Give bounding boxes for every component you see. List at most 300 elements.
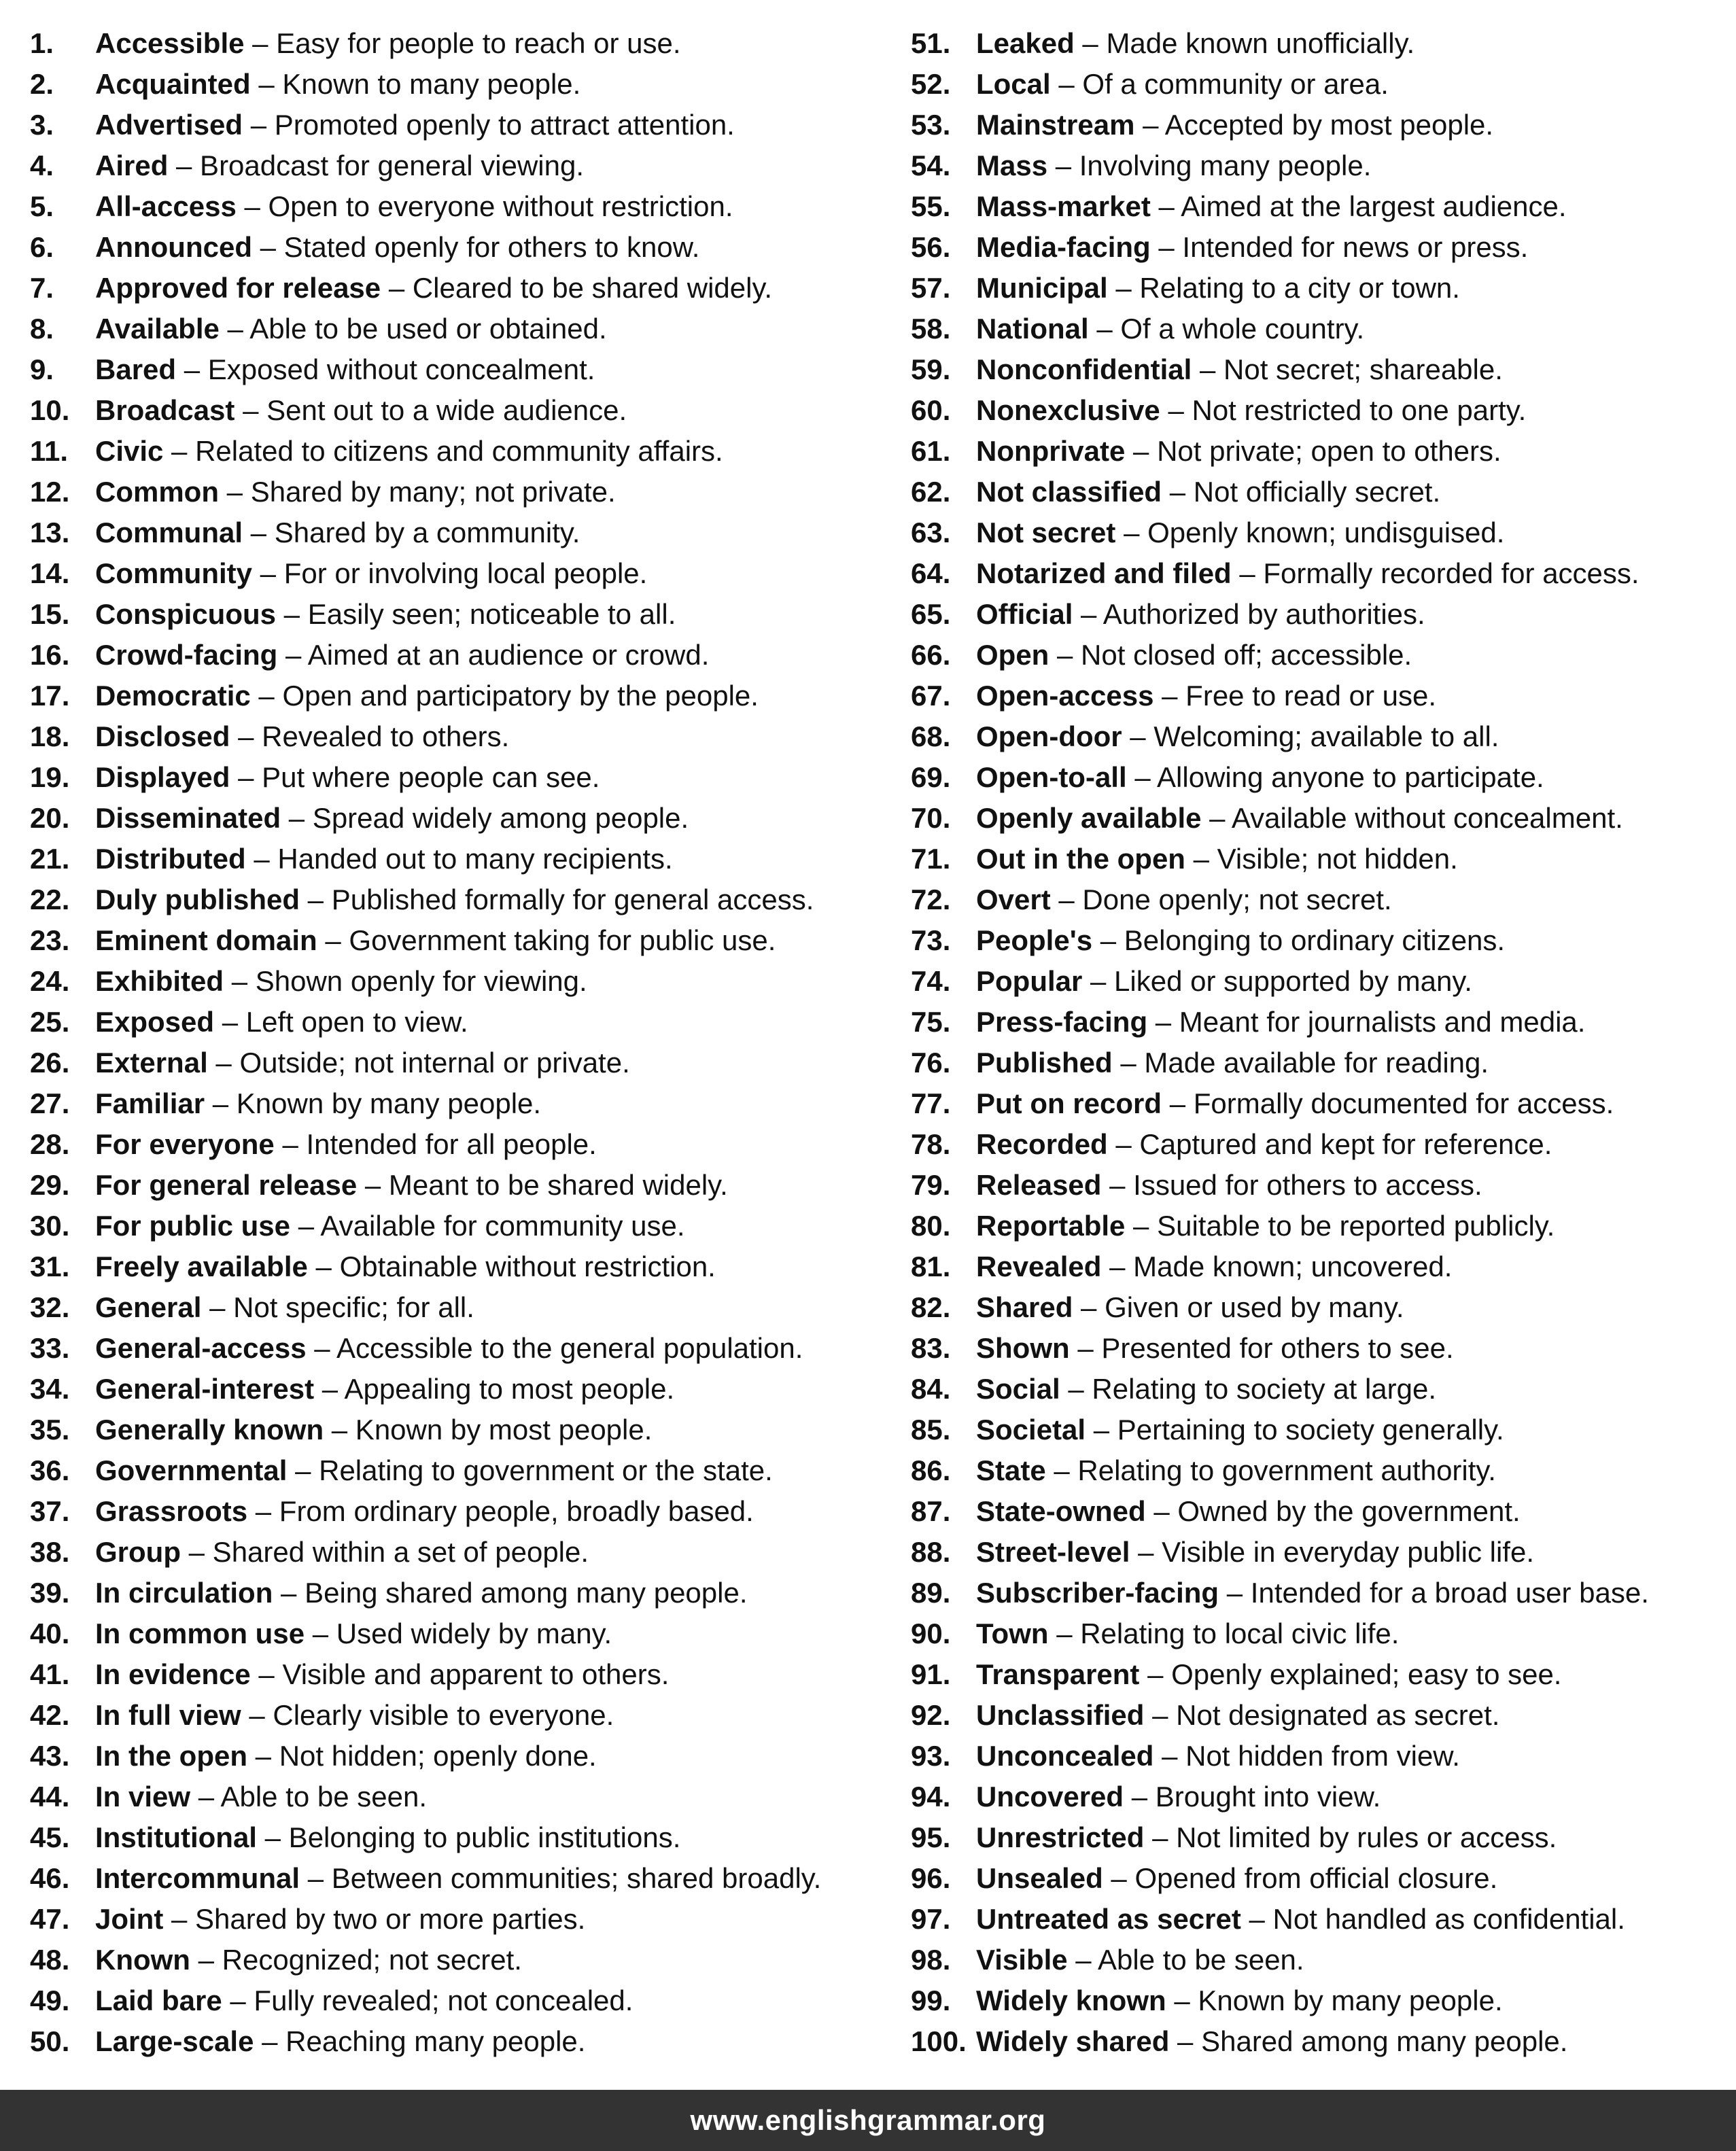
item-definition: – Of a community or area. (1050, 68, 1389, 100)
item-term: Widely known (976, 1984, 1166, 2016)
item-term: Mass-market (976, 190, 1151, 222)
item-term: In the open (95, 1740, 247, 1772)
item-definition: – Fully revealed; not concealed. (222, 1984, 633, 2016)
item-number: 49. (30, 1984, 70, 2016)
item-definition: – Intended for a broad user base. (1219, 1577, 1649, 1609)
item-definition: – Visible and apparent to others. (250, 1658, 670, 1690)
list-item (30, 390, 880, 431)
list-item (911, 1410, 1726, 1450)
item-number: 9. (30, 353, 54, 385)
list-item (30, 1206, 880, 1246)
item-term: State (976, 1454, 1046, 1486)
item-number: 98. (911, 1944, 951, 1976)
item-definition: – Broadcast for general viewing. (168, 150, 585, 181)
list-item (911, 1777, 1726, 1817)
item-number: 87. (911, 1495, 951, 1527)
item-definition: – Shown openly for viewing. (224, 965, 587, 997)
item-term: Democratic (95, 680, 251, 712)
item-definition: – Owned by the government. (1145, 1495, 1521, 1527)
item-number: 13. (30, 517, 70, 548)
item-term: In evidence (95, 1658, 251, 1690)
list-item (30, 1817, 880, 1858)
item-definition: – Known by most people. (324, 1414, 653, 1446)
item-term: In common use (95, 1617, 305, 1649)
item-number: 70. (911, 802, 951, 834)
item-definition: – Belonging to ordinary citizens. (1092, 924, 1506, 956)
item-definition: – Given or used by many. (1073, 1291, 1404, 1323)
item-definition: – Made known; uncovered. (1101, 1251, 1453, 1282)
list-item (911, 1328, 1726, 1369)
item-number: 67. (911, 680, 951, 712)
list-item (911, 309, 1726, 349)
item-number: 32. (30, 1291, 70, 1323)
item-definition: – Shared among many people. (1169, 2025, 1568, 2057)
item-definition: – Presented for others to see. (1069, 1332, 1454, 1364)
item-definition: – Aimed at the largest audience. (1150, 190, 1567, 222)
item-term: Known (95, 1944, 190, 1976)
item-number: 21. (30, 843, 70, 875)
item-term: Unrestricted (976, 1821, 1145, 1853)
item-definition: – Intended for news or press. (1150, 231, 1529, 263)
item-definition: – Not closed off; accessible. (1049, 639, 1412, 671)
list-item (30, 472, 880, 512)
item-term: Familiar (95, 1087, 205, 1119)
list-item (911, 798, 1726, 839)
item-definition: – Easily seen; noticeable to all. (276, 598, 676, 630)
item-number: 10. (30, 394, 70, 426)
list-item (30, 1043, 880, 1083)
word-list-column-right (911, 23, 1726, 2062)
item-term: Out in the open (976, 843, 1185, 875)
item-number: 86. (911, 1454, 951, 1486)
item-number: 77. (911, 1087, 951, 1119)
item-term: National (976, 313, 1089, 345)
item-definition: – Not secret; shareable. (1192, 353, 1503, 385)
item-number: 7. (30, 272, 54, 304)
item-term: Aired (95, 150, 169, 181)
list-item (30, 1613, 880, 1654)
list-item (911, 23, 1726, 64)
item-number: 65. (911, 598, 951, 630)
item-number: 28. (30, 1128, 70, 1160)
item-number: 23. (30, 924, 70, 956)
item-term: Communal (95, 517, 243, 548)
item-definition: – Relating to a city or town. (1107, 272, 1460, 304)
list-item (911, 1613, 1726, 1654)
item-term: Large-scale (95, 2025, 254, 2057)
list-item (30, 1899, 880, 1940)
list-item (30, 757, 880, 798)
item-number: 62. (911, 476, 951, 508)
list-item (30, 105, 880, 145)
list-item (30, 1002, 880, 1043)
item-term: Released (976, 1169, 1102, 1201)
item-number: 95. (911, 1821, 951, 1853)
list-item (911, 1002, 1726, 1043)
item-definition: – Appealing to most people. (314, 1373, 675, 1405)
list-item (30, 268, 880, 309)
item-term: Media-facing (976, 231, 1151, 263)
item-term: Disclosed (95, 720, 230, 752)
item-definition: – Relating to government or the state. (287, 1454, 773, 1486)
list-item (30, 1165, 880, 1206)
item-definition: – Shared by many; not private. (219, 476, 616, 508)
item-definition: – Openly explained; easy to see. (1139, 1658, 1562, 1690)
item-definition: – Known by many people. (1166, 1984, 1503, 2016)
item-term: Bared (95, 353, 177, 385)
list-item (30, 716, 880, 757)
item-term: General (95, 1291, 202, 1323)
list-item (911, 1858, 1726, 1899)
item-term: Civic (95, 435, 164, 467)
list-item (911, 716, 1726, 757)
item-term: Popular (976, 965, 1083, 997)
item-number: 63. (911, 517, 951, 548)
item-definition: – Intended for all people. (274, 1128, 597, 1160)
item-definition: – Not designated as secret. (1144, 1699, 1500, 1731)
item-term: Shown (976, 1332, 1070, 1364)
item-number: 34. (30, 1373, 70, 1405)
item-definition: – Open and participatory by the people. (250, 680, 759, 712)
item-definition: – Authorized by authorities. (1073, 598, 1425, 630)
item-definition: – Spread widely among people. (281, 802, 689, 834)
item-term: Freely available (95, 1251, 308, 1282)
item-number: 17. (30, 680, 70, 712)
item-number: 3. (30, 109, 54, 141)
list-item (30, 1532, 880, 1573)
item-definition: – Known by many people. (205, 1087, 542, 1119)
list-item (911, 920, 1726, 961)
item-definition: – Cleared to be shared widely. (381, 272, 773, 304)
item-term: Street-level (976, 1536, 1130, 1568)
item-term: Not classified (976, 476, 1162, 508)
list-item (30, 676, 880, 716)
list-item (30, 594, 880, 635)
item-number: 48. (30, 1944, 70, 1976)
item-definition: – Easy for people to reach or use. (244, 27, 681, 59)
item-definition: – Visible in everyday public life. (1130, 1536, 1534, 1568)
list-item (30, 1410, 880, 1450)
item-definition: – Openly known; undisguised. (1115, 517, 1505, 548)
item-number: 64. (911, 557, 951, 589)
item-term: Distributed (95, 843, 246, 875)
item-term: Published (976, 1047, 1113, 1079)
list-item (911, 1450, 1726, 1491)
item-definition: – Known to many people. (250, 68, 581, 100)
item-definition: – Shared by two or more parties. (163, 1903, 586, 1935)
item-term: All-access (95, 190, 237, 222)
list-item (30, 1450, 880, 1491)
list-item (30, 1573, 880, 1613)
item-term: Open-to-all (976, 761, 1127, 793)
item-term: Openly available (976, 802, 1202, 834)
item-term: Subscriber-facing (976, 1577, 1219, 1609)
item-term: Town (976, 1617, 1049, 1649)
item-number: 74. (911, 965, 951, 997)
item-term: Governmental (95, 1454, 288, 1486)
list-item (30, 798, 880, 839)
list-item (911, 1940, 1726, 1980)
item-definition: – Involving many people. (1047, 150, 1372, 181)
item-term: Laid bare (95, 1984, 222, 2016)
item-number: 36. (30, 1454, 70, 1486)
list-item (30, 1083, 880, 1124)
item-definition: – Free to read or use. (1153, 680, 1437, 712)
item-number: 84. (911, 1373, 951, 1405)
item-number: 99. (911, 1984, 951, 2016)
item-definition: – Sent out to a wide audience. (235, 394, 627, 426)
item-term: Reportable (976, 1210, 1126, 1242)
list-item (911, 2021, 1726, 2062)
item-definition: – Not hidden from view. (1153, 1740, 1460, 1772)
list-item (911, 472, 1726, 512)
item-term: Open-access (976, 680, 1154, 712)
item-definition: – Done openly; not secret. (1050, 884, 1392, 915)
item-term: Announced (95, 231, 252, 263)
item-term: Not secret (976, 517, 1116, 548)
list-item (911, 839, 1726, 879)
item-definition: – Able to be seen. (190, 1781, 427, 1813)
item-definition: – Relating to society at large. (1060, 1373, 1437, 1405)
footer-bar (0, 2090, 1736, 2151)
item-number: 35. (30, 1414, 70, 1446)
item-number: 5. (30, 190, 54, 222)
item-definition: – Allowing anyone to participate. (1126, 761, 1544, 793)
list-item (911, 105, 1726, 145)
item-definition: – Accepted by most people. (1134, 109, 1494, 141)
item-term: Acquainted (95, 68, 251, 100)
item-term: General-access (95, 1332, 307, 1364)
item-definition: – Published formally for general access. (300, 884, 814, 915)
list-item (30, 1858, 880, 1899)
item-term: In full view (95, 1699, 241, 1731)
item-number: 58. (911, 313, 951, 345)
list-item (911, 1736, 1726, 1777)
item-definition: – Shared within a set of people. (180, 1536, 589, 1568)
item-number: 75. (911, 1006, 951, 1038)
item-term: Broadcast (95, 394, 235, 426)
item-number: 91. (911, 1658, 951, 1690)
item-number: 15. (30, 598, 70, 630)
item-number: 2. (30, 68, 54, 100)
list-item (911, 349, 1726, 390)
item-term: Exposed (95, 1006, 215, 1038)
list-item (911, 676, 1726, 716)
item-definition: – Not specific; for all. (201, 1291, 474, 1323)
item-number: 33. (30, 1332, 70, 1364)
item-number: 38. (30, 1536, 70, 1568)
item-term: Shared (976, 1291, 1073, 1323)
list-item (30, 839, 880, 879)
item-number: 96. (911, 1862, 951, 1894)
item-number: 85. (911, 1414, 951, 1446)
item-term: Unclassified (976, 1699, 1145, 1731)
item-definition: – Formally recorded for access. (1231, 557, 1639, 589)
item-number: 59. (911, 353, 951, 385)
item-number: 66. (911, 639, 951, 671)
item-definition: – Made available for reading. (1112, 1047, 1489, 1079)
list-item (30, 1328, 880, 1369)
item-number: 60. (911, 394, 951, 426)
item-definition: – Made known unofficially. (1074, 27, 1415, 59)
item-number: 92. (911, 1699, 951, 1731)
item-term: Municipal (976, 272, 1108, 304)
item-definition: – For or involving local people. (252, 557, 648, 589)
list-item (30, 1124, 880, 1165)
item-number: 18. (30, 720, 70, 752)
item-definition: – Stated openly for others to know. (251, 231, 700, 263)
item-definition: – Left open to view. (214, 1006, 468, 1038)
item-number: 97. (911, 1903, 951, 1935)
item-definition: – Put where people can see. (230, 761, 600, 793)
item-number: 55. (911, 190, 951, 222)
list-item (30, 1777, 880, 1817)
list-item (30, 879, 880, 920)
word-list-column-left (30, 23, 880, 2062)
item-definition: – Clearly visible to everyone. (241, 1699, 614, 1731)
item-number: 80. (911, 1210, 951, 1242)
item-definition: – Relating to local civic life. (1048, 1617, 1400, 1649)
item-definition: – Exposed without concealment. (176, 353, 595, 385)
item-definition: – Reaching many people. (254, 2025, 586, 2057)
item-number: 30. (30, 1210, 70, 1242)
list-item (911, 1532, 1726, 1573)
list-item (30, 1369, 880, 1410)
item-number: 100. (911, 2025, 967, 2057)
item-number: 14. (30, 557, 70, 589)
item-term: External (95, 1047, 208, 1079)
item-term: Available (95, 313, 220, 345)
item-term: Revealed (976, 1251, 1102, 1282)
list-item (911, 1899, 1726, 1940)
item-definition: – Recognized; not secret. (190, 1944, 522, 1976)
list-item (911, 1817, 1726, 1858)
item-term: People's (976, 924, 1093, 956)
list-item (30, 961, 880, 1002)
item-number: 29. (30, 1169, 70, 1201)
item-definition: – Able to be used or obtained. (219, 313, 607, 345)
item-term: Mainstream (976, 109, 1135, 141)
item-number: 25. (30, 1006, 70, 1038)
item-term: Common (95, 476, 219, 508)
item-definition: – Government taking for public use. (317, 924, 776, 956)
item-term: Press-facing (976, 1006, 1148, 1038)
item-number: 47. (30, 1903, 70, 1935)
item-definition: – From ordinary people, broadly based. (247, 1495, 754, 1527)
item-number: 89. (911, 1577, 951, 1609)
item-definition: – Not private; open to others. (1125, 435, 1501, 467)
item-term: Community (95, 557, 252, 589)
list-item (30, 553, 880, 594)
list-item (911, 1491, 1726, 1532)
item-definition: – Issued for others to access. (1101, 1169, 1482, 1201)
item-term: Conspicuous (95, 598, 277, 630)
item-number: 41. (30, 1658, 70, 1690)
list-item (911, 594, 1726, 635)
item-definition: – Related to citizens and community affairs. (163, 435, 723, 467)
item-number: 46. (30, 1862, 70, 1894)
list-item (30, 1940, 880, 1980)
item-definition: – Not restricted to one party. (1160, 394, 1527, 426)
item-term: Societal (976, 1414, 1086, 1446)
item-definition: – Meant for journalists and media. (1147, 1006, 1586, 1038)
item-term: Overt (976, 884, 1051, 915)
item-definition: – Relating to government authority. (1045, 1454, 1496, 1486)
list-item (30, 1491, 880, 1532)
list-item (911, 390, 1726, 431)
item-number: 53. (911, 109, 951, 141)
item-number: 39. (30, 1577, 70, 1609)
list-item (30, 1287, 880, 1328)
item-definition: – Not limited by rules or access. (1144, 1821, 1557, 1853)
item-number: 90. (911, 1617, 951, 1649)
list-item (30, 64, 880, 105)
item-number: 50. (30, 2025, 70, 2057)
item-term: Notarized and filed (976, 557, 1232, 589)
item-number: 79. (911, 1169, 951, 1201)
list-item (30, 145, 880, 186)
list-item (30, 920, 880, 961)
item-term: Displayed (95, 761, 230, 793)
item-term: Advertised (95, 109, 243, 141)
item-term: Exhibited (95, 965, 224, 997)
item-term: Unsealed (976, 1862, 1103, 1894)
list-item (911, 186, 1726, 227)
item-term: Crowd-facing (95, 639, 278, 671)
list-item (30, 1980, 880, 2021)
item-number: 76. (911, 1047, 951, 1079)
list-item (911, 1124, 1726, 1165)
item-number: 88. (911, 1536, 951, 1568)
item-number: 4. (30, 150, 54, 181)
list-item (911, 1083, 1726, 1124)
item-number: 68. (911, 720, 951, 752)
item-term: Nonconfidential (976, 353, 1192, 385)
item-term: Nonexclusive (976, 394, 1160, 426)
item-definition: – Available for community use. (290, 1210, 685, 1242)
list-item (30, 1246, 880, 1287)
list-item (911, 757, 1726, 798)
item-term: Institutional (95, 1821, 257, 1853)
list-item (30, 2021, 880, 2062)
item-definition: – Accessible to the general population. (306, 1332, 803, 1364)
item-term: Generally known (95, 1414, 324, 1446)
item-term: In circulation (95, 1577, 273, 1609)
item-term: Open-door (976, 720, 1122, 752)
item-number: 37. (30, 1495, 70, 1527)
footer-url[interactable]: www.englishgrammar.org (690, 2104, 1046, 2136)
item-term: In view (95, 1781, 191, 1813)
item-definition: – Pertaining to society generally. (1086, 1414, 1504, 1446)
item-term: Group (95, 1536, 181, 1568)
item-number: 61. (911, 435, 951, 467)
item-definition: – Not hidden; openly done. (247, 1740, 597, 1772)
item-term: State-owned (976, 1495, 1146, 1527)
item-definition: – Shared by a community. (243, 517, 580, 548)
item-definition: – Revealed to others. (230, 720, 510, 752)
list-item (911, 1980, 1726, 2021)
item-number: 83. (911, 1332, 951, 1364)
item-definition: – Open to everyone without restriction. (236, 190, 733, 222)
item-term: Uncovered (976, 1781, 1124, 1813)
item-term: General-interest (95, 1373, 315, 1405)
item-term: Untreated as secret (976, 1903, 1241, 1935)
item-definition: – Between communities; shared broadly. (300, 1862, 822, 1894)
list-item (30, 512, 880, 553)
item-definition: – Welcoming; available to all. (1122, 720, 1499, 752)
item-definition: – Opened from official closure. (1103, 1862, 1498, 1894)
item-number: 94. (911, 1781, 951, 1813)
